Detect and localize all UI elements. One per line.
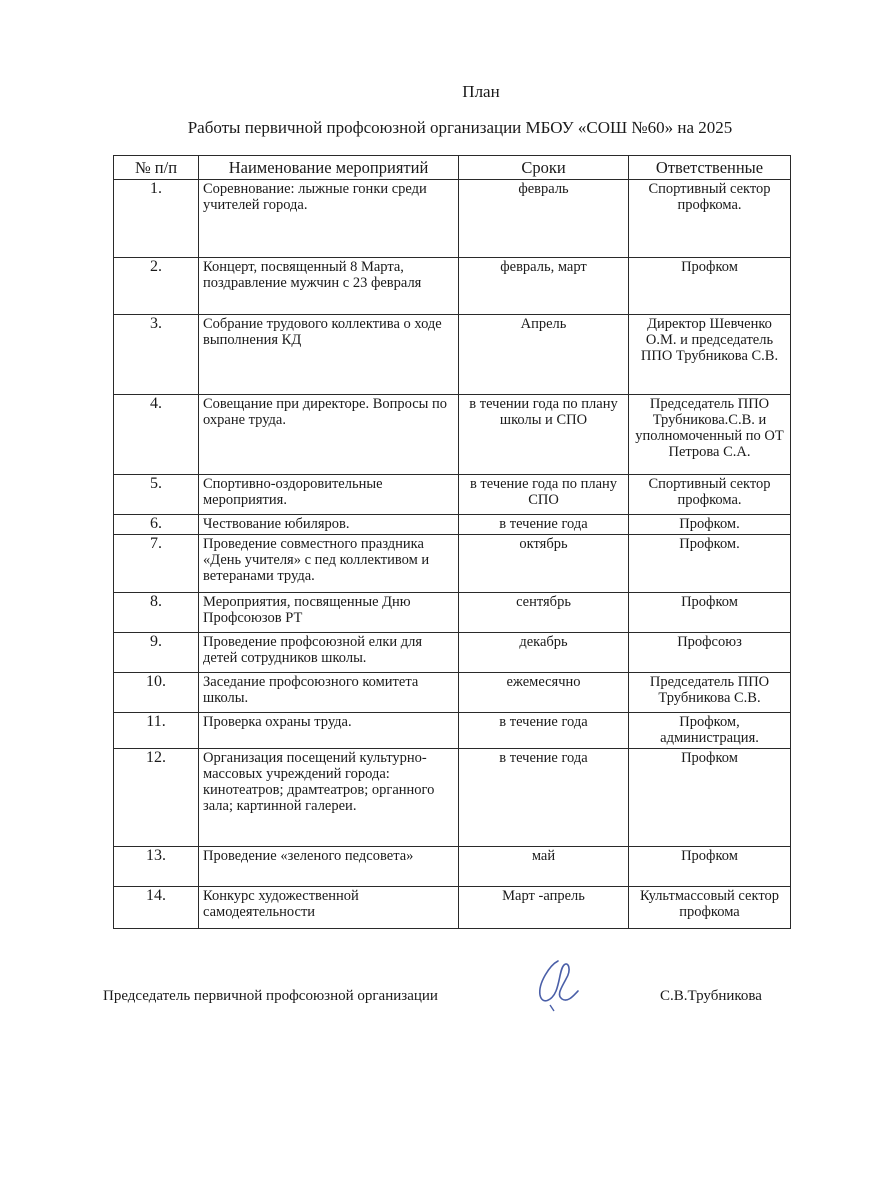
row-number: 4. bbox=[114, 395, 199, 475]
row-event-name: Спортивно-оздоровительные мероприятия. bbox=[199, 475, 459, 515]
row-event-name: Проведение «зеленого педсовета» bbox=[199, 847, 459, 887]
row-event-name: Проведение профсоюзной елки для детей сотрудников школы. bbox=[199, 633, 459, 673]
row-number: 1. bbox=[114, 180, 199, 258]
row-responsible: Профком. bbox=[629, 535, 791, 593]
row-date: ежемесячно bbox=[459, 673, 629, 713]
row-event-name: Проверка охраны труда. bbox=[199, 713, 459, 749]
row-date: сентябрь bbox=[459, 593, 629, 633]
table-row bbox=[114, 315, 791, 395]
table-row bbox=[114, 673, 791, 713]
row-date: декабрь bbox=[459, 633, 629, 673]
row-responsible: Профком bbox=[629, 847, 791, 887]
row-responsible: Профком. bbox=[629, 515, 791, 535]
row-event-name: Конкурс художественной самодеятельности bbox=[199, 887, 459, 929]
row-number: 14. bbox=[114, 887, 199, 929]
row-event-name: Проведение совместного праздника «День учителя» с пед коллективом и ветеранами труда. bbox=[199, 535, 459, 593]
row-event-name: Организация посещений культурно-массовых учреждений города: кинотеатров; драмтеатров; органного зала; картинной галереи. bbox=[199, 749, 459, 847]
table-row bbox=[114, 180, 791, 258]
row-responsible: Директор Шевченко О.М. и председатель ППО Трубникова С.В. bbox=[629, 315, 791, 395]
plan-table bbox=[113, 155, 791, 929]
row-number: 3. bbox=[114, 315, 199, 395]
row-number: 5. bbox=[114, 475, 199, 515]
row-number: 2. bbox=[114, 258, 199, 315]
row-date: февраль, март bbox=[459, 258, 629, 315]
row-responsible: Профком, администрация. bbox=[629, 713, 791, 749]
row-responsible: Профсоюз bbox=[629, 633, 791, 673]
row-date: Апрель bbox=[459, 315, 629, 395]
row-date: в течение года bbox=[459, 749, 629, 847]
row-event-name: Концерт, посвященный 8 Марта, поздравление мужчин с 23 февраля bbox=[199, 258, 459, 315]
column-header-date: Сроки bbox=[459, 156, 629, 180]
row-responsible: Профком bbox=[629, 258, 791, 315]
table-row bbox=[114, 847, 791, 887]
row-date: февраль bbox=[459, 180, 629, 258]
row-number: 13. bbox=[114, 847, 199, 887]
row-responsible: Спортивный сектор профкома. bbox=[629, 475, 791, 515]
table-row bbox=[114, 749, 791, 847]
row-number: 8. bbox=[114, 593, 199, 633]
table-row bbox=[114, 395, 791, 475]
row-responsible: Профком bbox=[629, 593, 791, 633]
row-number: 9. bbox=[114, 633, 199, 673]
row-number: 11. bbox=[114, 713, 199, 749]
table-row bbox=[114, 258, 791, 315]
row-number: 12. bbox=[114, 749, 199, 847]
row-date: в течение года bbox=[459, 515, 629, 535]
row-date: в течении года по плану школы и СПО bbox=[459, 395, 629, 475]
signature-mark bbox=[520, 955, 590, 1015]
row-responsible: Спортивный сектор профкома. bbox=[629, 180, 791, 258]
table-row bbox=[114, 593, 791, 633]
row-responsible: Профком bbox=[629, 749, 791, 847]
row-responsible: Председатель ППО Трубникова С.В. bbox=[629, 673, 791, 713]
row-date: Март -апрель bbox=[459, 887, 629, 929]
row-event-name: Мероприятия, посвященные Дню Профсоюзов РТ bbox=[199, 593, 459, 633]
table-row bbox=[114, 633, 791, 673]
column-header-name: Наименование мероприятий bbox=[199, 156, 459, 180]
table-header-row bbox=[114, 156, 791, 180]
row-number: 10. bbox=[114, 673, 199, 713]
column-header-responsible: Ответственные bbox=[629, 156, 791, 180]
column-header-number: № п/п bbox=[114, 156, 199, 180]
row-responsible: Культмассовый сектор профкома bbox=[629, 887, 791, 929]
row-date: в течение года по плану СПО bbox=[459, 475, 629, 515]
document-subtitle: Работы первичной профсоюзной организации МБОУ «СОШ №60» на 2025 bbox=[187, 118, 733, 137]
document-title: План bbox=[462, 82, 500, 101]
row-number: 7. bbox=[114, 535, 199, 593]
row-date: май bbox=[459, 847, 629, 887]
row-event-name: Собрание трудового коллектива о ходе выполнения КД bbox=[199, 315, 459, 395]
signatory-name: С.В.Трубникова bbox=[660, 988, 762, 1004]
row-event-name: Соревнование: лыжные гонки среди учителей города. bbox=[199, 180, 459, 258]
row-number: 6. bbox=[114, 515, 199, 535]
table-row bbox=[114, 887, 791, 929]
row-event-name: Чествование юбиляров. bbox=[199, 515, 459, 535]
row-responsible: Председатель ППО Трубникова.С.В. и уполномоченный по ОТ Петрова С.А. bbox=[629, 395, 791, 475]
table-row bbox=[114, 475, 791, 515]
signatory-position: Председатель первичной профсоюзной организации bbox=[103, 988, 438, 1004]
row-event-name: Совещание при директоре. Вопросы по охране труда. bbox=[199, 395, 459, 475]
row-event-name: Заседание профсоюзного комитета школы. bbox=[199, 673, 459, 713]
table-row bbox=[114, 713, 791, 749]
row-date: октябрь bbox=[459, 535, 629, 593]
table-row bbox=[114, 535, 791, 593]
table-row bbox=[114, 515, 791, 535]
row-date: в течение года bbox=[459, 713, 629, 749]
